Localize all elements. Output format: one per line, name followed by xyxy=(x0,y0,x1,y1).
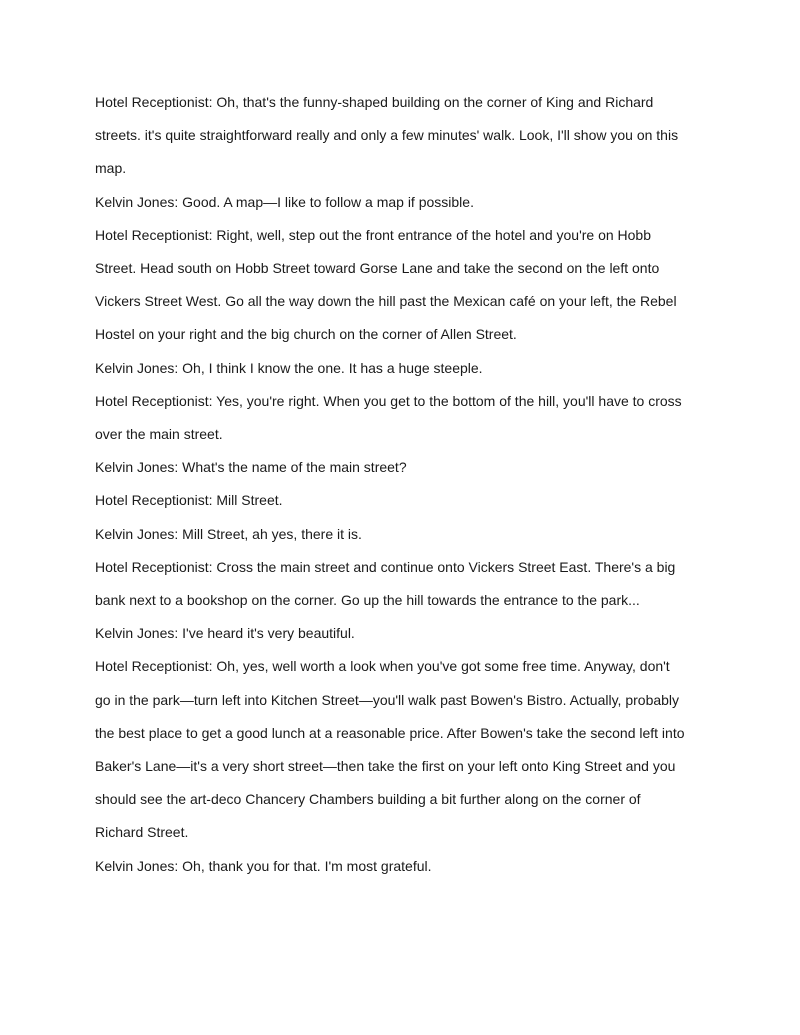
text-line: over the main street. xyxy=(95,426,223,443)
text-line: Hostel on your right and the big church on the corner of Allen Street. xyxy=(95,326,517,343)
text-line: Kelvin Jones: What's the name of the main street? xyxy=(95,459,407,476)
text-line: Kelvin Jones: Mill Street, ah yes, there it is. xyxy=(95,525,362,542)
dialogue-transcript xyxy=(95,86,710,883)
text-line: Hotel Receptionist: Oh, yes, well worth a look when you've got some free time. Anyway, don't xyxy=(95,658,670,675)
text-line: the best place to get a good lunch at a reasonable price. After Bowen's take the second left into xyxy=(95,724,685,741)
text-line: Street. Head south on Hobb Street toward Gorse Lane and take the second on the left onto xyxy=(95,260,660,277)
text-line: Hotel Receptionist: Yes, you're right. When you get to the bottom of the hill, you'll have to cross xyxy=(95,392,682,409)
text-line: map. xyxy=(95,160,127,177)
text-line: Hotel Receptionist: Oh, that's the funny-shaped building on the corner of King and Richard xyxy=(95,94,654,110)
text-line: Baker's Lane—it's a very short street—then take the first on your left onto King Street and you xyxy=(95,758,676,775)
text-line: Richard Street. xyxy=(95,824,189,841)
text-line: Kelvin Jones: Oh, I think I know the one. It has a huge steeple. xyxy=(95,359,483,376)
text-line: Kelvin Jones: Good. A map—I like to follow a map if possible. xyxy=(95,193,474,210)
text-line: Hotel Receptionist: Mill Street. xyxy=(95,492,283,509)
text-line: go in the park—turn left into Kitchen Street—you'll walk past Bowen's Bistro. Actually, probably xyxy=(95,691,680,708)
text-line: Vickers Street West. Go all the way down the hill past the Mexican café on your left, the Rebel xyxy=(95,293,677,310)
text-line: Hotel Receptionist: Right, well, step out the front entrance of the hotel and you're on Hobb xyxy=(95,226,652,243)
text-line: bank next to a bookshop on the corner. Go up the hill towards the entrance to the park... xyxy=(95,592,640,609)
text-line: Kelvin Jones: I've heard it's very beautiful. xyxy=(95,625,355,642)
text-line: streets. it's quite straightforward really and only a few minutes' walk. Look, I'll show you on this xyxy=(95,127,679,144)
text-line: Hotel Receptionist: Cross the main street and continue onto Vickers Street East. There's a big xyxy=(95,558,676,575)
text-line: should see the art-deco Chancery Chambers building a bit further along on the corner of xyxy=(95,791,641,808)
text-line: Kelvin Jones: Oh, thank you for that. I'm most grateful. xyxy=(95,857,432,874)
